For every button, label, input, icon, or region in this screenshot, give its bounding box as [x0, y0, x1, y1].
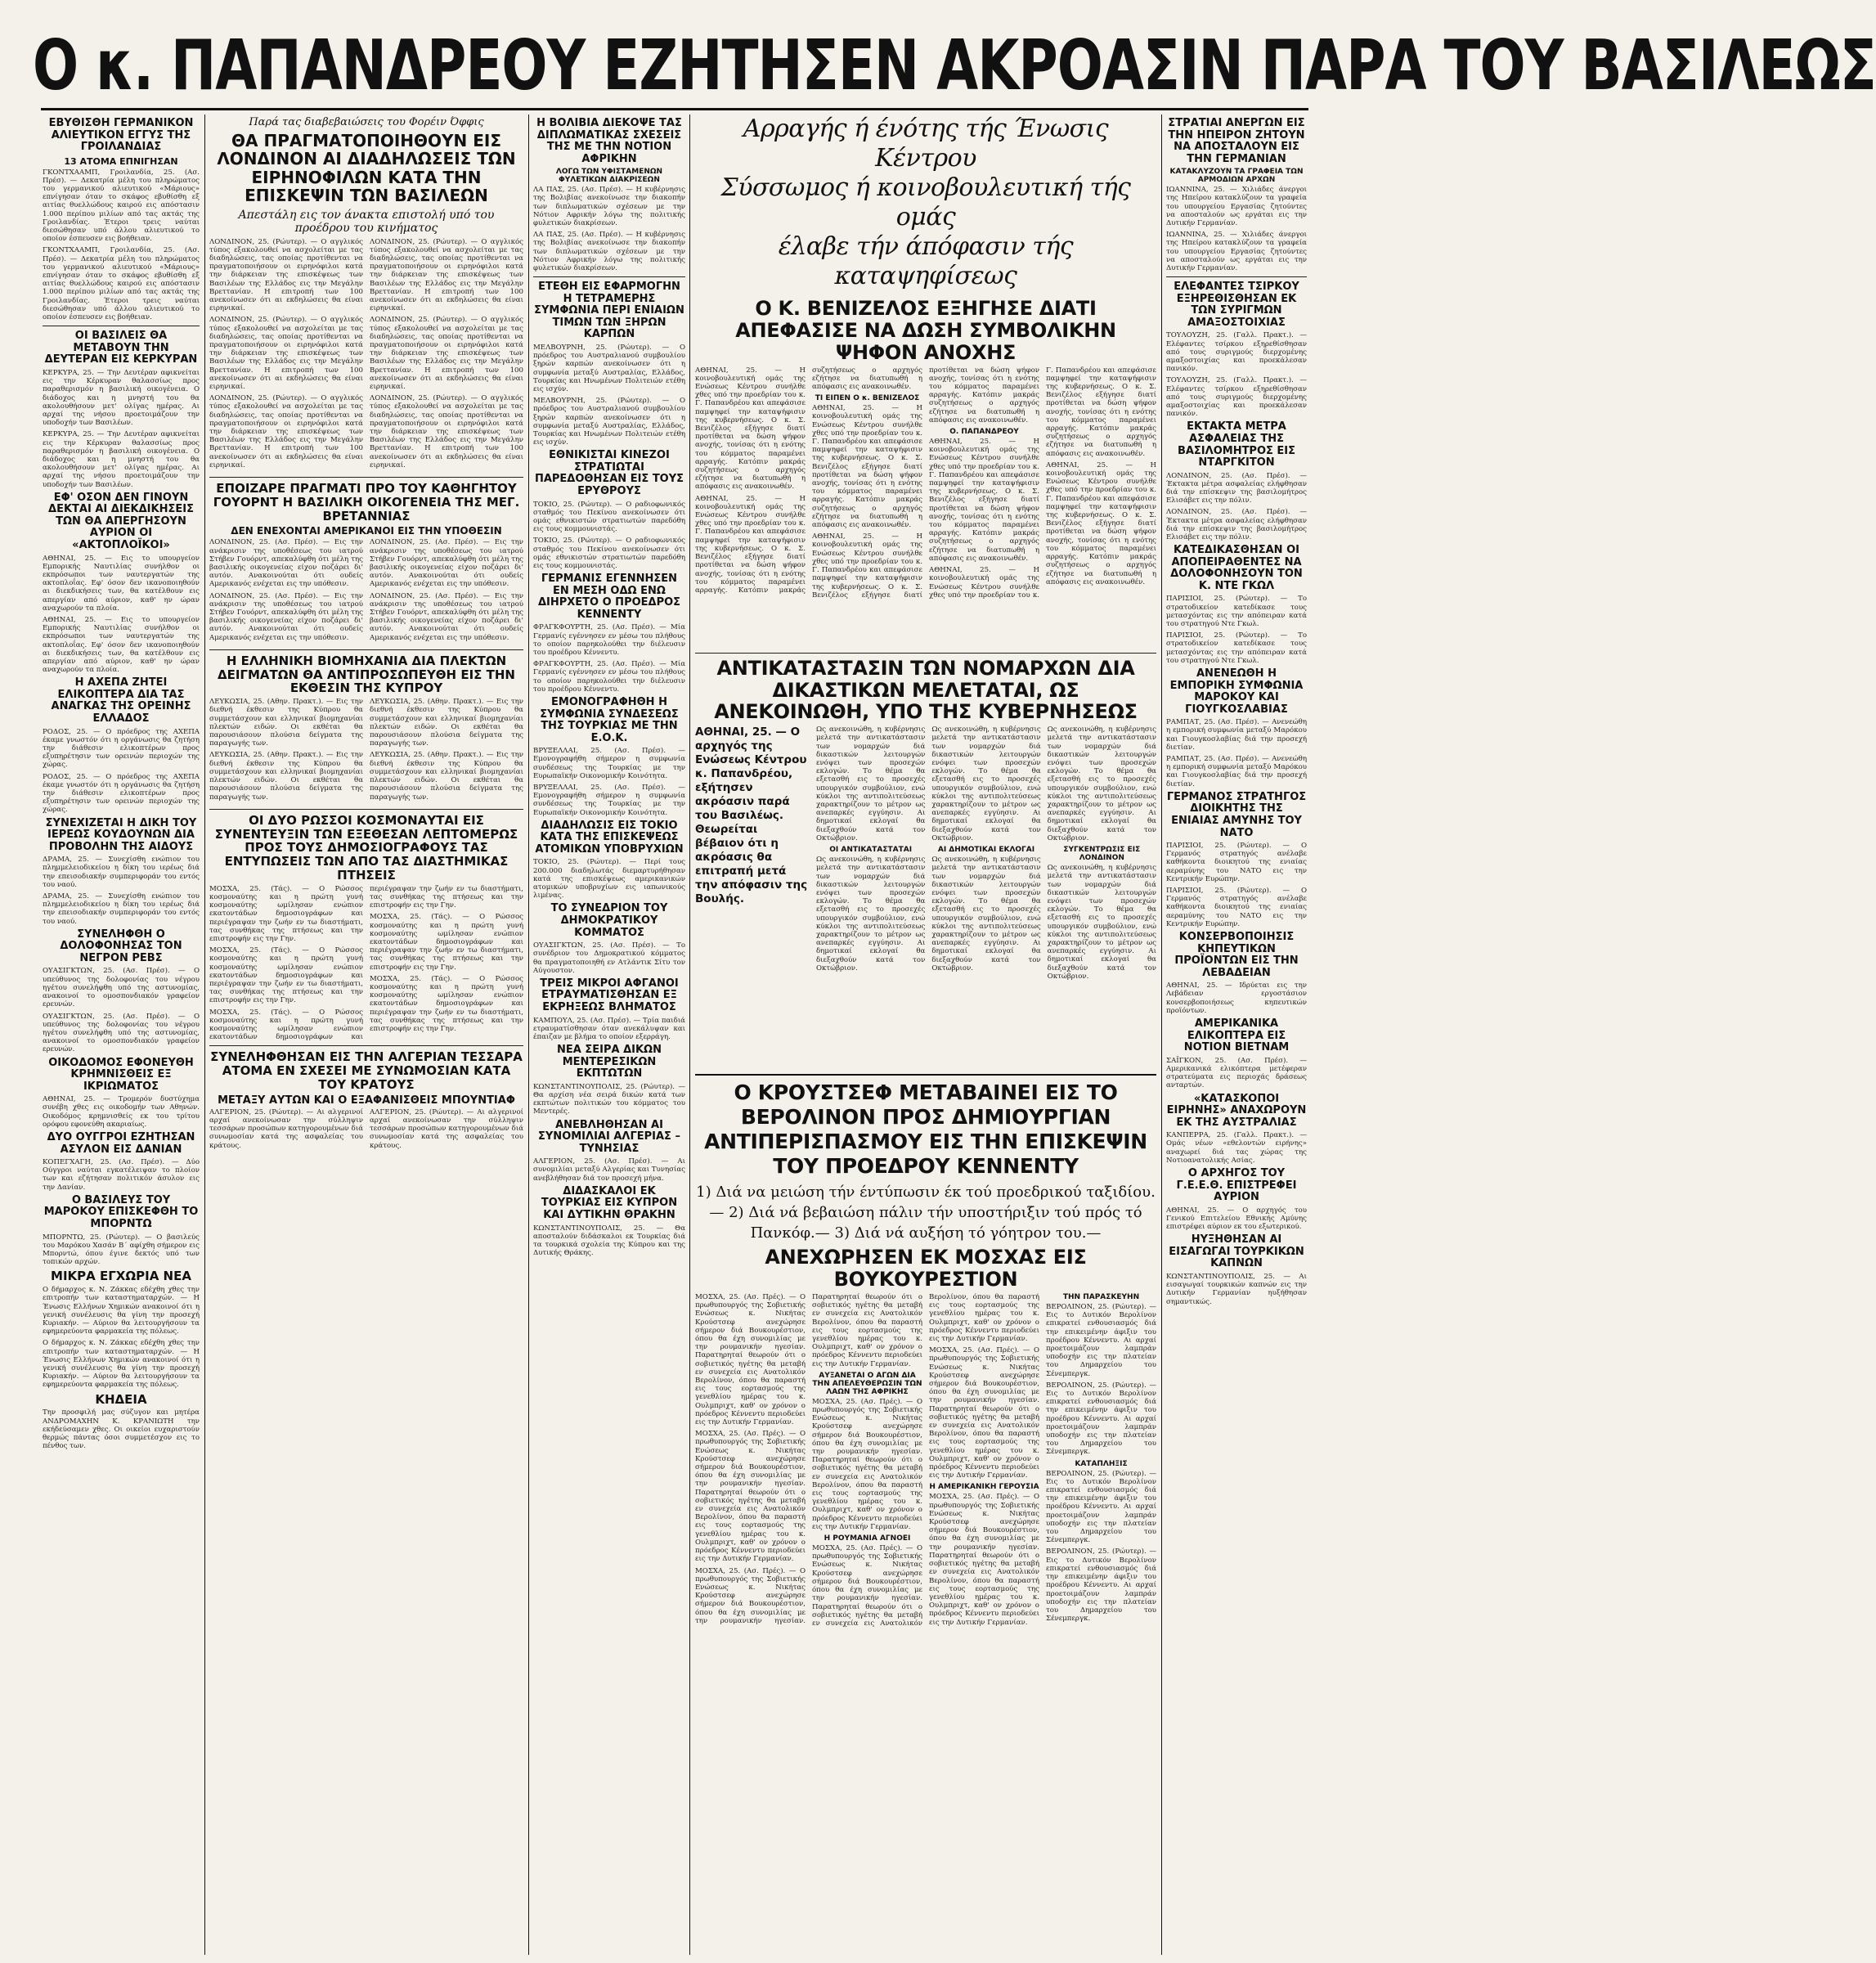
article-body: ΜΟΣΧΑ, 25. (Τάς). — Ο Ρώσσος κοσμοναύτης και η πρώτη γυνή κοσμοναύτης ωμίλησαν ενώπιον εκατοντάδων δημοσιογράφων και περιέγραψαν την ζωήν εν τω διαστήματι, τας συνθήκας της πτήσεως και την επιστροφήν εις την Γην. [370, 913, 523, 972]
article-subhead: ΛΟΓΩ ΤΩΝ ΥΦΙΣΤΑΜΕΝΩΝ ΦΥΛΕΤΙΚΩΝ ΔΙΑΚΡΙΣΕΩΝ [555, 168, 663, 185]
article-subhead: ΑΙ ΔΗΜΟΤΙΚΑΙ ΕΚΛΟΓΑΙ [937, 846, 1035, 855]
article-body: ΛΟΝΔΙΝΟΝ, 25. (Ρώυτερ). — Ο αγγλικός τύπος εξακολουθεί να ασχολείται με τας διαδηλώσεις, τας οποίας προτίθενται να πραγματοποιήσουν οι ειρηνόφιλοι κατά την διάρκειαν της επισκέψεως των Βασιλέων της Ελλάδος εις την Μεγάλην Βρεττανίαν. Η επιτροπή των 100 ανεκοίνωσεν ότι αι εκδηλώσεις θα είναι ειρηνικαί. [370, 394, 523, 469]
column-left [43, 115, 200, 1955]
article-body: ΚΕΡΚΥΡΑ, 25. — Την Δευτέραν αφικνείται εις την Κέρκυραν θαλασσίως προς παραθερισμόν η βασιλική οικογένεια. Ο διάδοχος και η μνηστή του θα ακολουθήσουν μετ' ολίγας ημέρας. Αι αρχαί της νήσου προετοιμάζουν την υποδοχήν των Βασιλέων. [43, 368, 200, 428]
article-kicker: Παρά τας διαβεβαιώσεις του Φορέιν Όφφις [249, 116, 484, 128]
section-rule [695, 1074, 1156, 1076]
article-body: ΛΟΝΔΙΝΟΝ, 25. (Ρώυτερ). — Ο αγγλικός τύπος εξακολουθεί να ασχολείται με τας διαδηλώσεις, τας οποίας προτίθενται να πραγματοποιήσουν οι ειρηνόφιλοι κατά την διάρκειαν της επισκέψεως των Βασιλέων της Ελλάδος εις την Μεγάλην Βρεττανίαν. Η επιτροπή των 100 ανεκοίνωσεν ότι αι εκδηλώσεις θα είναι ειρηνικαί. [370, 237, 523, 313]
article-subhead: ΤΗΝ ΠΑΡΑΣΚΕΥΗΝ [1062, 1293, 1140, 1301]
article-body: Ως ανεκοινώθη, η κυβέρνησις μελετά την αντικατάστασιν των νομαρχών διά δικαστικών λειτουργών ενόψει των προσεχών εκλογών. Το θέμα θα εξετασθή εις το προσεχές υπουργικόν συμβούλιον, ενώ κύκλοι της αντιπολιτεύσεως χαρακτηρίζουν το μέτρον ως ανεπαρκές εγγύησιν. Αι δημοτικαί εκλογαί θα διεξαχθούν κατά τον Οκτώβριον. [931, 725, 1041, 842]
article-separator [209, 477, 523, 478]
article-body: ΡΑΜΠΑΤ, 25. (Ασ. Πρέσ). — Ανενεώθη η εμπορική συμφωνία μεταξύ Μαρόκου και Γιουγκοσλαβίας διά την προσεχή διετίαν. [1166, 755, 1307, 788]
article-headline: ΚΟΝΣΕΡΒΟΠΟΙΗΣΙΣ ΚΗΠΕΥΤΙΚΩΝ ΠΡΟΪΟΝΤΩΝ ΕΙΣ ΤΗΝ ΛΕΒΑΔΕΙΑΝ [1174, 931, 1299, 979]
article-headline: ΟΙΚΟΔΟΜΟΣ ΕΦΟΝΕΥΘΗ ΚΡΗΜΝΙΣΘΕΙΣ ΕΞ ΙΚΡΙΩΜΑΤΟΣ [48, 1056, 194, 1093]
article-body: ΛΟΝΔΙΝΟΝ, 25. (Ρώυτερ). — Ο αγγλικός τύπος εξακολουθεί να ασχολείται με τας διαδηλώσεις, τας οποίας προτίθενται να πραγματοποιήσουν οι ειρηνόφιλοι κατά την διάρκειαν της επισκέψεως των Βασιλέων της Ελλάδος εις την Μεγάλην Βρεττανίαν. Η επιτροπή των 100 ανεκοίνωσεν ότι αι εκδηλώσεις θα είναι ειρηνικαί. [209, 237, 363, 313]
article-headline: ΔΙΑΔΗΛΩΣΙΣ ΕΙΣ ΤΟΚΙΟ ΚΑΤΑ ΤΗΣ ΕΠΙΣΚΕΨΕΩΣ ΑΤΟΜΙΚΩΝ ΥΠΟΒΡΥΧΙΩΝ [535, 819, 684, 856]
article-headline: ΣΥΝΕΛΗΦΘΗΣΑΝ ΕΙΣ ΤΗΝ ΑΛΓΕΡΙΑΝ ΤΕΣΣΑΡΑ ΑΤΟΜΑ ΕΝ ΣΧΕΣΕΙ ΜΕ ΣΥΝΩΜΟΣΙΑΝ ΚΑΤΑ ΤΟΥ ΚΡΑΤΟΥΣ [210, 1049, 523, 1092]
article-subhead: ΣΥΓΚΕΝΤΡΩΣΙΣ ΕΙΣ ΛΟΝΔΙΝΟΝ [1063, 846, 1141, 863]
article-separator [209, 649, 523, 650]
article-headline: ΗΥΞΗΘΗΣΑΝ ΑΙ ΕΙΣΑΓΩΓΑΙ ΤΟΥΡΚΙΚΩΝ ΚΑΠΝΩΝ [1169, 1233, 1304, 1270]
center-title-line: Αρραγής ή ένότης τής Ένωσις Κέντρου [743, 115, 1109, 173]
article-body: ΜΟΣΧΑ, 25. (Τάς). — Ο Ρώσσος κοσμοναύτης και η πρώτη γυνή κοσμοναύτης ωμίλησαν ενώπιον εκατοντάδων δημοσιογράφων και περιέγραψαν την ζωήν εν τω διαστήματι, τας συνθήκας της πτήσεως και την επιστροφήν εις την Γην. [209, 946, 363, 1005]
article-body: ΒΕΡΟΛΙΝΟΝ, 25. (Ρώυτερ). — Εις το Δυτικόν Βερολίνον επικρατεί ενθουσιασμός διά την επικειμένην άφιξιν του προέδρου Κέννεντυ. Αι αρχαί προετοιμάζουν λαμπράν υποδοχήν εις την πλατείαν του Δημαρχείου του Σένεμπεργκ. [1046, 1303, 1156, 1378]
article-body: ΛΑ ΠΑΣ, 25. (Ασ. Πρέσ). — Η κυβέρνησις της Βολιβίας ανεκοίνωσε την διακοπήν των διπλωματικών σχέσεων με την Νότιον Αφρικήν λόγω της πολιτικής φυλετικών διακρίσεων. [533, 186, 685, 227]
article-body: ΠΑΡΙΣΙΟΙ, 25. (Ρώυτερ). — Ο Γερμανός στρατηγός ανέλαβε καθήκοντα διοικητού της ενιαίας αεραμύνης του ΝΑΤΟ εις την Κεντρικήν Ευρώπην. [1166, 842, 1307, 883]
article-body: ΒΡΥΞΕΛΛΑΙ, 25. (Ασ. Πρέσ). — Εμονογραφήθη σήμερον η συμφωνία συνδέσεως της Τουρκίας με την Ευρωπαϊκήν Οικονομικήν Κοινότητα. [533, 784, 685, 817]
article-headline: ΕΛΕΦΑΝΤΕΣ ΤΣΙΡΚΟΥ ΕΞΗΡΕΘΙΣΘΗΣΑΝ ΕΚ ΤΩΝ ΣΥΡΙΓΜΩΝ ΑΜΑΞΟΣΤΟΙΧΙΑΣ [1174, 281, 1299, 329]
article-body: ΒΡΥΞΕΛΛΑΙ, 25. (Ασ. Πρέσ). — Εμονογραφήθη σήμερον η συμφωνία συνδέσεως της Τουρκίας με την Ευρωπαϊκήν Οικονομικήν Κοινότητα. [533, 747, 685, 780]
article-body: ΒΕΡΟΛΙΝΟΝ, 25. (Ρώυτερ). — Εις το Δυτικόν Βερολίνον επικρατεί ενθουσιασμός διά την επικειμένην άφιξιν του προέδρου Κέννεντυ. Αι αρχαί προετοιμάζουν λαμπράν υποδοχήν εις την πλατείαν του Δημαρχείου του Σένεμπεργκ. [1046, 1469, 1156, 1545]
article-headline: ΚΗΔΕΙΑ [95, 1391, 147, 1407]
article-headline: Η ΒΟΛΙΒΙΑ ΔΙΕΚΟΨΕ ΤΑΣ ΔΙΠΛΩΜΑΤΙΚΑΣ ΣΧΕΣΕΙΣ ΤΗΣ ΜΕ ΤΗΝ ΝΟΤΙΟΝ ΑΦΡΙΚΗΝ [536, 117, 682, 165]
article-body: Ως ανεκοινώθη, η κυβέρνησις μελετά την αντικατάστασιν των νομαρχών διά δικαστικών λειτουργών ενόψει των προσεχών εκλογών. Το θέμα θα εξετασθή εις το προσεχές υπουργικόν συμβούλιον, ενώ κύκλοι της αντιπολιτεύσεως χαρακτηρίζουν το μέτρον ως ανεπαρκές εγγύησιν. Αι δημοτικαί εκλογαί θα διεξαχθούν κατά τον Οκτώβριον. [1047, 864, 1156, 981]
article-body: ΡΑΜΠΑΤ, 25. (Ασ. Πρέσ). — Ανενεώθη η εμπορική συμφωνία μεταξύ Μαρόκου και Γιουγκοσλαβίας διά την προσεχή διετίαν. [1166, 718, 1307, 752]
center-title-line: έλαβε τήν άπόφασιν τής καταψηφίσεως [778, 232, 1074, 290]
article-body: Ως ανεκοινώθη, η κυβέρνησις μελετά την αντικατάστασιν των νομαρχών διά δικαστικών λειτουργών ενόψει των προσεχών εκλογών. Το θέμα θα εξετασθή εις το προσεχές υπουργικόν συμβούλιον, ενώ κύκλοι της αντιπολιτεύσεως χαρακτηρίζουν το μέτρον ως ανεπαρκές εγγύησιν. Αι δημοτικαί εκλογαί θα διεξαχθούν κατά τον Οκτώβριον. [816, 856, 926, 973]
article-subhead: ΜΕΤΑΞΥ ΑΥΤΩΝ ΚΑΙ Ο ΕΞΑΦΑΝΙΣΘΕΙΣ ΜΠΟΥΝΤΙΑΦ [218, 1094, 515, 1107]
article-body: ΚΟΠΕΓΧΑΓΗ, 25. (Ασ. Πρέσ). — Δύο Ούγγροι ναύται εγκατέλειψαν το πλοίον των και εζήτησαν πολιτικόν άσυλον εις την Δανίαν. [43, 1158, 200, 1192]
article-body: ΛΟΝΔΙΝΟΝ, 25. (Ασ. Πρέσ). — Έκτακτα μέτρα ασφαλείας ελήφθησαν διά την επίσκεψιν της βασιλομήτρος Ελισάβετ εις την πόλιν. [1166, 471, 1307, 505]
article-deck: 1) Διά να μειώση τήν έντύπωσιν έκ τού προεδρικού ταξιδίου.— 2) Διά νά βεβαιώση πάλιν τήν υποστήριξιν τού πρός τό Πανκόφ.— 3) Διά νά αυξήση τό γόητρον του.— [696, 1184, 1156, 1242]
article-headline: Η ΑΧΕΠΑ ΖΗΤΕΙ ΕΛΙΚΟΠΤΕΡΑ ΔΙΑ ΤΑΣ ΑΝΑΓΚΑΣ ΤΗΣ ΟΡΕΙΝΗΣ ΕΛΛΑΔΟΣ [51, 676, 191, 725]
article-body: ΚΩΝΣΤΑΝΤΙΝΟΥΠΟΛΙΣ, 25. — Θα αποσταλούν διδάσκαλοι εκ Τουρκίας διά τα τουρκικά σχολεία της Κύπρου και της Δυτικής Θράκης. [533, 1224, 685, 1258]
article-body: ΚΩΝΣΤΑΝΤΙΝΟΥΠΟΛΙΣ, 25. — Αι εισαγωγαί τουρκικών καπνών εις την Δυτικήν Γερμανίαν ηυξήθησαν σημαντικώς. [1166, 1272, 1307, 1306]
article-body: ΜΕΛΒΟΥΡΝΗ, 25. (Ρώυτερ). — Ο πρόεδρος του Αυστραλιανού συμβουλίου ξηρών καρπών ανεκοίνωσεν ότι η συμφωνία μεταξύ Αυστραλίας, Ελλάδος, Τουρκίας και Ηνωμένων Πολιτειών ετέθη εις ισχύν. [533, 343, 685, 393]
column-third [533, 115, 685, 1955]
article-body: ΛΟΝΔΙΝΟΝ, 25. (Ασ. Πρέσ). — Εις την ανάκρισιν της υποθέσεως του ιατρού Στήβεν Γουόρντ, απεκαλύφθη ότι μέλη της βασιλικής οικογενείας είχον ποζάρει δι' αυτόν. Ανακοινούται ότι ουδείς Αμερικανός ενέχεται εις την υπόθεσιν. [209, 591, 363, 642]
article-body: ΦΡΑΓΚΦΟΥΡΤΗ, 25. (Ασ. Πρέσ). — Μία Γερμανίς εγέννησεν εν μέσω του πλήθους το οποίον παρηκολούθει την διέλευσιν του προέδρου Κέννεντυ. [533, 623, 685, 657]
article-body: ΑΘΗΝΑΙ, 25. — Η κοινοβουλευτική ομάς της Ενώσεως Κέντρου συνήλθε χθες υπό την προεδρίαν του κ. Γ. Παπανδρέου και απεφάσισε παμψηφεί την καταψήφισιν της κυβερνήσεως. Ο κ. Σ. Βενιζέλος εξήγησε διατί προτίθεται να δώση ψήφον ανοχής, τονίσας ότι η ενότης του κόμματος παραμένει αρραγής. Κατόπιν μακράς συζητήσεως ο αρχηγός εζήτησε να διατυπωθή η απόφασις εις ανακοινωθέν. [695, 366, 922, 595]
article-headline: Ο ΑΡΧΗΓΟΣ ΤΟΥ Γ.Ε.Ε.Θ. ΕΠΙΣΤΡΕΦΕΙ ΑΥΡΙΟΝ [1176, 1167, 1297, 1204]
article-headline: ΓΕΡΜΑΝΙΣ ΕΓΕΝΝΗΣΕΝ ΕΝ ΜΕΣΗ ΟΔΩ ΕΝΩ ΔΙΗΡΧΕΤΟ Ο ΠΡΟΕΔΡΟΣ ΚΕΝΝΕΝΤΥ [537, 573, 681, 621]
article-body: ΔΡΑΜΑ, 25. — Συνεχίσθη ενώπιον του πλημμελειοδικείου η δίκη του ιερέως διά την επεισοδιακήν συμπεριφοράν του εντός του ναού. [43, 892, 200, 926]
article-headline: ΝΕΑ ΣΕΙΡΑ ΔΙΚΩΝ ΜΕΝΤΕΡΕΣΙΚΩΝ ΕΚΠΤΩΤΩΝ [557, 1044, 662, 1080]
article-body: ΑΘΗΝΑΙ, 25. — Η κοινοβουλευτική ομάς της Ενώσεως Κέντρου συνήλθε χθες υπό την προεδρίαν του κ. Γ. Παπανδρέου και απεφάσισε παμψηφεί την καταψήφισιν της κυβερνήσεως. Ο κ. Σ. Βενιζέλος εξήγησε διατί προτίθεται να δώση ψήφον ανοχής, τονίσας ότι η ενότης του κόμματος παραμένει αρραγής. Κατόπιν μακράς συζητήσεως ο αρχηγός εζήτησε να διατυπωθή η απόφασις εις ανακοινωθέν. [812, 404, 922, 530]
article-headline: ΕΤΕΘΗ ΕΙΣ ΕΦΑΡΜΟΓΗΝ Η ΤΕΤΡΑΜΕΡΗΣ ΣΥΜΦΩΝΙΑ ΠΕΡΙ ΕΝΙΑΙΩΝ ΤΙΜΩΝ ΤΩΝ ΞΗΡΩΝ ΚΑΡΠΩΝ [534, 281, 684, 341]
article-headline: ΘΑ ΠΡΑΓΜΑΤΟΠΟΙΗΘΟΥΝ ΕΙΣ ΛΟΝΔΙΝΟΝ ΑΙ ΔΙΑΔΗΛΩΣΕΙΣ ΤΩΝ ΕΙΡΗΝΟΦΙΛΩΝ ΚΑΤΑ ΤΗΝ ΕΠΙΣΚΕΨΙΝ ΤΩΝ ΒΑΣΙΛΕΩΝ [217, 131, 516, 206]
article-body: Ο δήμαρχος κ. Ν. Ζάκκας εδέχθη χθες την επιτροπήν των καταστηματαρχών. — Η Ένωσις Ελλήνων Χημικών ανακοινοί ότι η γενική συνέλευσις θα γίνη την προσεχή Κυριακήν. — Αύριον θα λειτουργήσουν τα εφημερεύοντα φαρμακεία της πόλεως. [43, 1339, 200, 1390]
column-divider [1161, 115, 1162, 1955]
article-body: ΑΘΗΝΑΙ, 25. — Η κοινοβουλευτική ομάς της Ενώσεως Κέντρου συνήλθε χθες υπό την προεδρίαν του κ. Γ. Παπανδρέου και απεφάσισε παμψηφεί την καταψήφισιν της κυβερνήσεως. Ο κ. Σ. Βενιζέλος εξήγησε διατί προτίθεται να δώση ψήφον ανοχής, τονίσας ότι η ενότης του κόμματος παραμένει αρραγής. Κατόπιν μακράς συζητήσεως ο αρχηγός εζήτησε να διατυπωθή η απόφασις εις ανακοινωθέν. [812, 366, 1039, 600]
article-separator [695, 653, 1156, 654]
article-body: ΤΟΥΛΟΥΖΗ, 25. (Γαλλ. Πρακτ.). — Ελέφαντες τσίρκου εξηρεθίσθησαν από τους συριγμούς διερχομένης αμαξοστοιχίας και προεκάλεσαν πανικόν. [1166, 331, 1307, 374]
article-body: Την προσφιλή μας σύζυγον και μητέρα ΑΝΔΡΟΜΑΧΗΝ Κ. ΚΡΑΝΙΩΤΗ την εκήδεύσαμεν χθες. Οι οικείοι ευχαριστούν θερμώς πάντας όσοι συμμετέσχον εις το πένθος των. [43, 1408, 200, 1451]
article-body: ΜΟΣΧΑ, 25. (Τάς). — Ο Ρώσσος κοσμοναύτης και η πρώτη γυνή κοσμοναύτης ωμίλησαν ενώπιον εκατοντάδων δημοσιογράφων και περιέγραψαν την ζωήν εν τω διαστήματι, τας συνθήκας της πτήσεως και την επιστροφήν εις την Γην. [209, 884, 523, 1042]
article-body: ΟΥΑΣΙΓΚΤΩΝ, 25. (Ασ. Πρέσ). — Ο υπεύθυνος της δολοφονίας του νέγρου ηγέτου συνελήφθη υπό της αστυνομίας, ανακοινοί το ομοσπονδιακόν γραφείον ερευνών. [43, 1012, 200, 1054]
article-body: ΤΟΚΙΟ, 25. (Ρώυτερ). — Ο ραδιοφωνικός σταθμός του Πεκίνου ανεκοίνωσεν ότι ομάς εθνικιστών στρατιωτών παρεδόθη εις τους κομμουνιστάς. [533, 500, 685, 534]
article-headline: ΜΙΚΡΑ ΕΓΧΩΡΙΑ ΝΕΑ [51, 1269, 191, 1284]
article-body: ΜΠΟΡΝΤΩ, 25. (Ρώυτερ). — Ο βασιλεύς του Μαρόκου Χασάν Β΄ αφίχθη σήμερον εις Μπορντώ, όπου έγινε δεκτός υπό των τοπικών αρχών. [43, 1233, 200, 1267]
article-subhead: ΟΙ ΑΝΤΙΚΑΤΑΣΤΑΤΑΙ [829, 846, 913, 855]
article-headline: ΑΝΕΝΕΩΘΗ Η ΕΜΠΟΡΙΚΗ ΣΥΜΦΩΝΙΑ ΜΑΡΟΚΟΥ ΚΑΙ ΓΙΟΥΓΚΟΣΛΑΒΙΑΣ [1169, 667, 1304, 716]
article-body: ΛΕΥΚΩΣΙΑ, 25. (Αθην. Πρακτ.). — Εις την διεθνή έκθεσιν της Κύπρου θα συμμετάσχουν και ελληνικαί βιομηχανίαι πλεκτών ειδών. Οι εκθέται θα παρουσιάσουν πλούσια δείγματα της παραγωγής των. [370, 698, 523, 748]
article-body: ΙΩΑΝΝΙΝΑ, 25. — Χιλιάδες άνεργοι της Ηπείρου κατακλύζουν τα γραφεία του υπουργείου Εργασίας ζητούντες να αποσταλούν ως εργάται εις την Δυτικήν Γερμανίαν. [1166, 231, 1307, 273]
column-center [695, 115, 1156, 1955]
article-separator [209, 1045, 523, 1046]
article-subhead: ΚΑΤΑΠΛΗΞΙΣ [1075, 1459, 1128, 1468]
center-title-line: Σύσσωμος ή κοινοβουλευτική τής ομάς [720, 173, 1131, 231]
article-body: ΑΘΗΝΑΙ, 25. — Ο αρχηγός του Γενικού Επιτελείου Εθνικής Αμύνης επιστρέφει αύριον εκ του εξωτερικού. [1166, 1206, 1307, 1232]
article-body: ΑΘΗΝΑΙ, 25. — Τρομερόν δυστύχημα συνέβη χθες εις οικοδομήν των Αθηνών. Οικοδόμος κρημνισθείς εκ του τρίτου ορόφου εφονεύθη ακαριαίως. [43, 1095, 200, 1129]
article-body: ΚΑΝΠΕΡΡΑ, 25. (Γαλλ. Πρακτ.). — Ομάς νέων «εθελοντών ειρήνης» αναχωρεί διά τας χώρας της Νοτιοανατολικής Ασίας. [1166, 1131, 1307, 1165]
article-body: ΠΑΡΙΣΙΟΙ, 25. (Ρώυτερ). — Ο Γερμανός στρατηγός ανέλαβε καθήκοντα διοικητού της ενιαίας αεραμύνης του ΝΑΤΟ εις την Κεντρικήν Ευρώπην. [1166, 887, 1307, 928]
article-body: ΛΟΝΔΙΝΟΝ, 25. (Ρώυτερ). — Ο αγγλικός τύπος εξακολουθεί να ασχολείται με τας διαδηλώσεις, τας οποίας προτίθενται να πραγματοποιήσουν οι ειρηνόφιλοι κατά την διάρκειαν της επισκέψεως των Βασιλέων της Ελλάδος εις την Μεγάλην Βρεττανίαν. Η επιτροπή των 100 ανεκοίνωσεν ότι αι εκδηλώσεις θα είναι ειρηνικαί. [209, 316, 363, 392]
article-headline: ΑΝΕΒΛΗΘΗΣΑΝ ΑΙ ΣΥΝΟΜΙΛΙΑΙ ΑΛΓΕΡΙΑΣ – ΤΥΝΗΣΙΑΣ [538, 1118, 680, 1155]
article-subhead: 13 ΑΤΟΜΑ ΕΠΝΙΓΗΣΑΝ [64, 155, 178, 167]
article-headline: ΟΙ ΔΥΟ ΡΩΣΣΟΙ ΚΟΣΜΟΝΑΥΤΑΙ ΕΙΣ ΣΥΝΕΝΤΕΥΞΙΝ ΤΩΝ ΕΞΕΘΕΣΑΝ ΛΕΠΤΟΜΕΡΩΣ ΠΡΟΣ ΤΟΥΣ ΔΗΜΟΣΙΟΓΡΑΦΟΥΣ ΤΑΣ ΕΝΤΥΠΩΣΕΙΣ ΤΩΝ ΑΠΟ ΤΑΣ ΔΙΑΣΤΗΜΙΚΑΣ ΠΤΗΣΕΙΣ [214, 812, 518, 883]
article-body: ΔΡΑΜΑ, 25. — Συνεχίσθη ενώπιον του πλημμελειοδικείου η δίκη του ιερέως διά την επεισοδιακήν συμπεριφοράν του εντός του ναού. [43, 856, 200, 889]
article-body: ΑΘΗΝΑΙ, 25. — Ιδρύεται εις την Λεβάδειαν εργοστάσιον κονσερβοποιήσεως κηπευτικών προϊόντων. [1166, 982, 1307, 1015]
article-body: ΠΑΡΙΣΙΟΙ, 25. (Ρώυτερ). — Το στρατοδικείον κατεδίκασε τους μετασχόντας εις την απόπειραν κατά του στρατηγού Ντε Γκωλ. [1166, 631, 1307, 665]
article-body: ΚΩΝΣΤΑΝΤΙΝΟΥΠΟΛΙΣ, 25. (Ρώυτερ). — Θα αρχίση νέα σειρά δικών κατά των εκπτώτων πολιτικών του κόμματος του Μεντερές. [533, 1082, 685, 1116]
article-body: ΛΟΝΔΙΝΟΝ, 25. (Ασ. Πρέσ). — Έκτακτα μέτρα ασφαλείας ελήφθησαν διά την επίσκεψιν της βασιλομήτρος Ελισάβετ εις την πόλιν. [1166, 508, 1307, 542]
article-headline: Ο ΚΡΟΥΣΤΣΕΦ ΜΕΤΑΒΑΙΝΕΙ ΕΙΣ ΤΟ ΒΕΡΟΛΙΝΟΝ ΠΡΟΣ ΔΗΜΙΟΥΡΓΙΑΝ ΑΝΤΙΠΕΡΙΣΠΑΣΜΟΥ ΕΙΣ ΤΗΝ ΕΠΙΣΚΕΨΙΝ ΤΟΥ ΠΡΟΕΔΡΟΥ ΚΕΝΝΕΝΤΥ [704, 1080, 1147, 1179]
article-body: ΡΟΔΟΣ, 25. — Ο πρόεδρος της ΑΧΕΠΑ έκαμε γνωστόν ότι η οργάνωσις θα ζητήση την διάθεσιν ελικοπτέρων προς εξυπηρέτησιν των ορεινών περιοχών της χώρας. [43, 727, 200, 770]
article-headline: ΕΦ' ΟΣΟΝ ΔΕΝ ΓΙΝΟΥΝ ΔΕΚΤΑΙ ΑΙ ΔΙΕΚΔΙΚΗΣΕΙΣ ΤΩΝ ΘΑ ΑΠΕΡΓΗΣΟΥΝ ΑΥΡΙΟΝ ΟΙ «ΑΚΤΟΠΛΟΪΚΟΙ» [48, 491, 194, 551]
article-body: ΒΕΡΟΛΙΝΟΝ, 25. (Ρώυτερ). — Εις το Δυτικόν Βερολίνον επικρατεί ενθουσιασμός διά την επικειμένην άφιξιν του προέδρου Κέννεντυ. Αι αρχαί προετοιμάζουν λαμπράν υποδοχήν εις την πλατείαν του Δημαρχείου του Σένεμπεργκ. [1046, 1547, 1156, 1624]
masthead-headline: Ο κ. ΠΑΠΑΝΔΡΕΟΥ ΕΖΗΤΗΣΕΝ ΑΚΡΟΑΣΙΝ ΠΑΡΑ ΤΟΥ ΒΑΣΙΛΕΩΣ [33, 25, 1876, 106]
article-headline: ΕΚΤΑΚΤΑ ΜΕΤΡΑ ΑΣΦΑΛΕΙΑΣ ΤΗΣ ΒΑΣΙΛΟΜΗΤΡΟΣ ΕΙΣ ΝΤΑΡΓΚΙΤΟΝ [1177, 420, 1296, 469]
article-headline: ΚΑΤΕΔΙΚΑΣΘΗΣΑΝ ΟΙ ΑΠΟΠΕΙΡΑΘΕΝΤΕΣ ΝΑ ΔΟΛΟΦΟΝΗΣΟΥΝ ΤΟΝ Κ. ΝΤΕ ΓΚΩΛ [1170, 544, 1303, 592]
article-body: ΙΩΑΝΝΙΝΑ, 25. — Χιλιάδες άνεργοι της Ηπείρου κατακλύζουν τα γραφεία του υπουργείου Εργασίας ζητούντες να αποσταλούν ως εργάται εις την Δυτικήν Γερμανίαν. [1166, 186, 1307, 227]
column-right [1166, 115, 1307, 1955]
article-separator [1166, 276, 1307, 277]
article-body: ΑΘΗΝΑΙ, 25. — Εις το υπουργείον Εμπορικής Ναυτιλίας συνήλθον οι εκπρόσωποι των ναυτεργατών της ακτοπλοΐας. Εφ' όσον δεν ικανοποιηθούν αι διεκδικήσεις των, θα κατέλθουν εις απεργίαν από αύριον, καθ' ην ώραν αναχωρούν τα πλοία. [43, 615, 200, 675]
article-headline: ΔΙΔΑΣΚΑΛΟΙ ΕΚ ΤΟΥΡΚΙΑΣ ΕΙΣ ΚΥΠΡΟΝ ΚΑΙ ΔΥΤΙΚΗΝ ΘΡΑΚΗΝ [541, 1184, 678, 1221]
article-body: ΛΑ ΠΑΣ, 25. (Ασ. Πρέσ). — Η κυβέρνησις της Βολιβίας ανεκοίνωσε την διακοπήν των διπλωματικών σχέσεων με την Νότιον Αφρικήν λόγω της πολιτικής φυλετικών διακρίσεων. [533, 231, 685, 273]
article-headline: ΣΥΝΕΛΗΦΘΗ Ο ΔΟΛΟΦΟΝΗΣΑΣ ΤΟΝ ΝΕΓΡΟΝ ΡΕΒΣ [60, 928, 182, 964]
article-body: ΑΛΓΕΡΙΟΝ, 25. (Ασ. Πρέσ). — Αι συνομιλίαι μεταξύ Αλγερίας και Τυνησίας ανεβλήθησαν διά τον προσεχή μήνα. [533, 1157, 685, 1183]
article-body: ΑΘΗΝΑΙ, 25. — Εις το υπουργείον Εμπορικής Ναυτιλίας συνήλθον οι εκπρόσωποι των ναυτεργατών της ακτοπλοΐας. Εφ' όσον δεν ικανοποιηθούν αι διεκδικήσεις των, θα κατέλθουν εις απεργίαν από αύριον, καθ' ην ώραν αναχωρούν τα πλοία. [43, 554, 200, 613]
article-subhead: ΑΝΕΧΩΡΗΣΕΝ ΕΚ ΜΟΣΧΑΣ ΕΙΣ ΒΟΥΚΟΥΡΕΣΤΙΟΝ [765, 1246, 1087, 1291]
article-body: ΤΟΥΛΟΥΖΗ, 25. (Γαλλ. Πρακτ.). — Ελέφαντες τσίρκου εξηρεθίσθησαν από τους συριγμούς διερχομένης αμαξοστοιχίας και προεκάλεσαν πανικόν. [1166, 376, 1307, 419]
article-headline: ΤΟ ΣΥΝΕΔΡΙΟΝ ΤΟΥ ΔΗΜΟΚΡΑΤΙΚΟΥ ΚΟΜΜΑΤΟΣ [550, 902, 668, 939]
article-subhead: ΑΥΞΑΝΕΤΑΙ Ο ΑΓΩΝ ΔΙΑ ΤΗΝ ΑΠΕΛΕΥΘΕΡΩΣΙΝ ΤΩΝ ΛΑΩΝ ΤΗΣ ΑΦΡΙΚΗΣ [812, 1371, 922, 1396]
article-body: ΛΕΥΚΩΣΙΑ, 25. (Αθην. Πρακτ.). — Εις την διεθνή έκθεσιν της Κύπρου θα συμμετάσχουν και ελληνικαί βιομηχανίαι πλεκτών ειδών. Οι εκθέται θα παρουσιάσουν πλούσια δείγματα της παραγωγής των. [370, 751, 523, 802]
article-headline: ΕΘΝΙΚΙΣΤΑΙ ΚΙΝΕΖΟΙ ΣΤΡΑΤΙΩΤΑΙ ΠΑΡΕΔΟΘΗΣΑΝ ΕΙΣ ΤΟΥΣ ΕΡΥΘΡΟΥΣ [534, 449, 684, 498]
article-body: ΜΟΣΧΑ, 25. (Ασ. Πρές). — Ο πρωθυπουργός της Σοβιετικής Ενώσεως κ. Νικήτας Κρούστσεφ ανεχώρησε σήμερον διά Βουκουρέστιον, όπου θα έχη συνομιλίας με την ρουμανικήν ηγεσίαν. Παρατηρηταί θεωρούν ότι ο σοβιετικός ηγέτης θα μεταβή εν συνεχεία εις Ανατολικόν Βερολίνον, όπου θα παραστή εις τους εορτασμούς της γενεθλίου ημέρας του κ. Ουλμπριχτ, καθ' ον χρόνον ο πρόεδρος Κέννεντυ περιοδεύει εις την Δυτικήν Γερμανίαν. [929, 1493, 1039, 1627]
article-lead: ΑΘΗΝΑΙ, 25. — Ο αρχηγός της Ενώσεως Κέντρου κ. Παπανδρέου, εξήτησεν ακρόασιν παρά του Βασιλέως. Θεωρείται βέβαιον ότι η ακρόασις θα επιτραπή μετά την απόφασιν της Βουλής. [695, 725, 808, 906]
article-body: ΡΟΔΟΣ, 25. — Ο πρόεδρος της ΑΧΕΠΑ έκαμε γνωστόν ότι η οργάνωσις θα ζητήση την διάθεσιν ελικοπτέρων προς εξυπηρέτησιν των ορεινών περιοχών της χώρας. [43, 772, 200, 815]
article-body: ΦΡΑΓΚΦΟΥΡΤΗ, 25. (Ασ. Πρέσ). — Μία Γερμανίς εγέννησεν εν μέσω του πλήθους το οποίον παρηκολούθει την διέλευσιν του προέδρου Κέννεντυ. [533, 660, 685, 694]
article-body: ΛΕΥΚΩΣΙΑ, 25. (Αθην. Πρακτ.). — Εις την διεθνή έκθεσιν της Κύπρου θα συμμετάσχουν και ελληνικαί βιομηχανίαι πλεκτών ειδών. Οι εκθέται θα παρουσιάσουν πλούσια δείγματα της παραγωγής των. [209, 751, 363, 802]
article-headline: ΤΡΕΙΣ ΜΙΚΡΟΙ ΑΦΓΑΝΟΙ ΕΤΡΑΥΜΑΤΙΣΘΗΣΑΝ ΕΞ ΕΚΡΗΞΕΩΣ ΒΛΗΜΑΤΟΣ [540, 977, 679, 1014]
article-deck: Απεστάλη εις τον άνακτα επιστολή υπό του προέδρου του κινήματος [238, 208, 495, 235]
article-headline: Ο ΒΑΣΙΛΕΥΣ ΤΟΥ ΜΑΡΟΚΟΥ ΕΠΙΣΚΕΦΘΗ ΤΟ ΜΠΟΡΝΤΩ [43, 1193, 199, 1230]
article-body: ΑΘΗΝΑΙ, 25. — Η κοινοβουλευτική ομάς της Ενώσεως Κέντρου συνήλθε χθες υπό την προεδρίαν του κ. Γ. Παπανδρέου και απεφάσισε παμψηφεί την καταψήφισιν της κυβερνήσεως. Ο κ. Σ. Βενιζέλος εξήγησε διατί προτίθεται να δώση ψήφον ανοχής, τονίσας ότι η ενότης του κόμματος παραμένει αρραγής. Κατόπιν μακράς συζητήσεως ο αρχηγός εζήτησε να διατυπωθή η απόφασις εις ανακοινωθέν. [695, 366, 806, 492]
article-body: ΓΚΟΝΤΧΑΑΜΠ, Γροιλανδία, 25. (Ασ. Πρέσ). — Δεκατρία μέλη του πληρώματος του γερμανικού αλιευτικού «Μάριους» επνίγησαν όταν το σκάφος εβυθίσθη εξ αιτίας θυελλώδους καιρού εις απόστασιν 1.000 περίπου μιλίων από τας ακτάς της Γροιλανδίας. Έτεροι τρεις ναύται διεσώθησαν υπό άλλου αλιευτικού το οποίον έσπευσεν εις βοήθειαν. [43, 168, 200, 244]
article-subhead: ΤΙ ΕΙΠΕΝ Ο κ. ΒΕΝΙΖΕΛΟΣ [815, 394, 920, 403]
article-body: ΜΟΣΧΑ, 25. (Ασ. Πρές). — Ο πρωθυπουργός της Σοβιετικής Ενώσεως κ. Νικήτας Κρούστσεφ ανεχώρησε σήμερον διά Βουκουρέστιον, όπου θα έχη συνομιλίας με την ρουμανικήν ηγεσίαν. Παρατηρηταί θεωρούν ότι ο σοβιετικός ηγέτης θα μεταβή εν συνεχεία εις Ανατολικόν Βερολίνον, όπου θα παραστή εις τους εορτασμούς της γενεθλίου ημέρας του κ. Ουλμπριχτ, καθ' ον χρόνον ο πρόεδρος Κέννεντυ περιοδεύει εις την Δυτικήν Γερμανίαν. [929, 1346, 1039, 1480]
article-headline: ΔΥΟ ΟΥΓΓΡΟΙ ΕΖΗΤΗΣΑΝ ΑΣΥΛΟΝ ΕΙΣ ΔΑΝΙΑΝ [47, 1130, 195, 1156]
article-headline: ΕΜΟΝΟΓΡΑΦΗΘΗ Η ΣΥΜΦΩΝΙΑ ΣΥΝΔΕΣΕΩΣ ΤΗΣ ΤΟΥΡΚΙΑΣ ΜΕ ΤΗΝ Ε.Ο.Κ. [540, 696, 679, 744]
article-body: ΟΥΑΣΙΓΚΤΩΝ, 25. (Ασ. Πρέσ). — Ο υπεύθυνος της δολοφονίας του νέγρου ηγέτου συνελήφθη υπό της αστυνομίας, ανακοινοί το ομοσπονδιακόν γραφείον ερευνών. [43, 967, 200, 1009]
article-body: ΑΘΗΝΑΙ, 25. — Η κοινοβουλευτική ομάς της Ενώσεως Κέντρου συνήλθε χθες υπό την προεδρίαν του κ. Γ. Παπανδρέου και απεφάσισε παμψηφεί την καταψήφισιν της κυβερνήσεως. Ο κ. Σ. Βενιζέλος εξήγησε διατί προτίθεται να δώση ψήφον ανοχής, τονίσας ότι η ενότης του κόμματος παραμένει αρραγής. Κατόπιν μακράς συζητήσεως ο αρχηγός εζήτησε να διατυπωθή η απόφασις εις ανακοινωθέν. [929, 366, 1156, 600]
column-divider [689, 115, 690, 1955]
article-subhead: ΚΑΤΑΚΛΥΖΟΥΝ ΤΑ ΓΡΑΦΕΙΑ ΤΩΝ ΑΡΜΟΔΙΩΝ ΑΡΧΩΝ [1169, 168, 1304, 185]
article-body: ΟΥΑΣΙΓΚΤΩΝ, 25. (Ασ. Πρέσ). — Το συνέδριον του Δημοκρατικού κόμματος θα πραγματοποιηθή εν Ατλάντικ Σίτυ τον Αύγουστον. [533, 941, 685, 975]
article-body: Ως ανεκοινώθη, η κυβέρνησις μελετά την αντικατάστασιν των νομαρχών διά δικαστικών λειτουργών ενόψει των προσεχών εκλογών. Το θέμα θα εξετασθή εις το προσεχές υπουργικόν συμβούλιον, ενώ κύκλοι της αντιπολιτεύσεως χαρακτηρίζουν το μέτρον ως ανεπαρκές εγγύησιν. Αι δημοτικαί εκλογαί θα διεξαχθούν κατά τον Οκτώβριον. [1047, 725, 1156, 842]
article-signature: Ο. ΠΑΠΑΝΔΡΕΟΥ [949, 428, 1019, 437]
article-body: ΜΟΣΧΑ, 25. (Ασ. Πρές). — Ο πρωθυπουργός της Σοβιετικής Ενώσεως κ. Νικήτας Κρούστσεφ ανεχώρησε σήμερον διά Βουκουρέστιον, όπου θα έχη συνομιλίας με την ρουμανικήν ηγεσίαν. Παρατηρηταί θεωρούν ότι ο σοβιετικός ηγέτης θα μεταβή εν συνεχεία εις Ανατολικόν Βερολίνον, όπου θα παραστή εις τους εορτασμούς της γενεθλίου ημέρας του κ. Ουλμπριχτ, καθ' ον χρόνον ο πρόεδρος Κέννεντυ περιοδεύει εις την Δυτικήν Γερμανίαν. [695, 1430, 806, 1564]
article-body: ΛΟΝΔΙΝΟΝ, 25. (Ασ. Πρέσ). — Εις την ανάκρισιν της υποθέσεως του ιατρού Στήβεν Γουόρντ, απεκαλύφθη ότι μέλη της βασιλικής οικογενείας είχον ποζάρει δι' αυτόν. Ανακοινούται ότι ουδείς Αμερικανός ενέχεται εις την υπόθεσιν. [209, 538, 363, 589]
article-body: ΒΕΡΟΛΙΝΟΝ, 25. (Ρώυτερ). — Εις το Δυτικόν Βερολίνον επικρατεί ενθουσιασμός διά την επικειμένην άφιξιν του προέδρου Κέννεντυ. Αι αρχαί προετοιμάζουν λαμπράν υποδοχήν εις την πλατείαν του Δημαρχείου του Σένεμπεργκ. [1046, 1381, 1156, 1457]
article-headline: ΑΝΤΙΚΑΤΑΣΤΑΣΙΝ ΤΩΝ ΝΟΜΑΡΧΩΝ ΔΙΑ ΔΙΚΑΣΤΙΚΩΝ ΜΕΛΕΤΑΤΑΙ, ΩΣ ΑΝΕΚΟΙΝΩΘΗ, ΥΠΟ ΤΗΣ ΚΥΒΕΡΝΗΣΕΩΣ [714, 656, 1138, 724]
article-headline: ΕΠΟΙΖΑΡΕ ΠΡΑΓΜΑΤΙ ΠΡΟ ΤΟΥ ΚΑΘΗΓΗΤΟΥ ΓΟΥΟΡΝΤ Η ΒΑΣΙΛΙΚΗ ΟΙΚΟΓΕΝΕΙΑ ΤΗΣ ΜΕΓ. ΒΡΕΤΑΝΝΙΑΣ [213, 481, 520, 523]
article-body: Ως ανεκοινώθη, η κυβέρνησις μελετά την αντικατάστασιν των νομαρχών διά δικαστικών λειτουργών ενόψει των προσεχών εκλογών. Το θέμα θα εξετασθή εις το προσεχές υπουργικόν συμβούλιον, ενώ κύκλοι της αντιπολιτεύσεως χαρακτηρίζουν το μέτρον ως ανεπαρκές εγγύησιν. Αι δημοτικαί εκλογαί θα διεξαχθούν κατά τον Οκτώβριον. [931, 856, 1041, 973]
article-body: ΜΟΣΧΑ, 25. (Ασ. Πρές). — Ο πρωθυπουργός της Σοβιετικής Ενώσεως κ. Νικήτας Κρούστσεφ ανεχώρησε σήμερον διά Βουκουρέστιον, όπου θα έχη συνομιλίας με την ρουμανικήν ηγεσίαν. Παρατηρηταί θεωρούν ότι ο σοβιετικός ηγέτης θα μεταβή εν συνεχεία εις Ανατολικόν Βερολίνον, όπου θα παραστή εις τους εορτασμούς της γενεθλίου ημέρας του κ. Ουλμπριχτ, καθ' ον χρόνον ο πρόεδρος Κέννεντυ περιοδεύει εις την Δυτικήν Γερμανίαν. [812, 1397, 922, 1531]
article-headline: ΣΥΝΕΧΙΖΕΤΑΙ Η ΔΙΚΗ ΤΟΥ ΙΕΡΕΩΣ ΚΟΥΔΟΥΝΩΝ ΔΙΑ ΠΡΟΒΟΛΗΝ ΤΗΣ ΑΙΔΟΥΣ [45, 816, 197, 853]
article-headline: ΟΙ ΒΑΣΙΛΕΙΣ ΘΑ ΜΕΤΑΒΟΥΝ ΤΗΝ ΔΕΥΤΕΡΑΝ ΕΙΣ ΚΕΡΚΥΡΑΝ [44, 330, 198, 366]
article-body: ΠΑΡΙΣΙΟΙ, 25. (Ρώυτερ). — Το στρατοδικείον κατεδίκασε τους μετασχόντας εις την απόπειραν κατά του στρατηγού Ντε Γκωλ. [1166, 595, 1307, 629]
article-headline: ΕΒΥΘΙΣΘΗ ΓΕΡΜΑΝΙΚΟΝ ΑΛΙΕΥΤΙΚΟΝ ΕΓΓΥΣ ΤΗΣ ΓΡΟΙΛΑΝΔΙΑΣ [48, 117, 194, 154]
article-body: ΜΟΣΧΑ, 25. (Ασ. Πρές). — Ο πρωθυπουργός της Σοβιετικής Ενώσεως κ. Νικήτας Κρούστσεφ ανεχώρησε σήμερον διά Βουκουρέστιον, όπου θα έχη συνομιλίας με την ρουμανικήν ηγεσίαν. Παρατηρηταί θεωρούν ότι ο σοβιετικός ηγέτης θα μεταβή εν συνεχεία εις Ανατολικόν Βερολίνον, όπου θα παραστή εις τους εορτασμούς της γενεθλίου ημέρας του κ. Ουλμπριχτ, καθ' ον χρόνον ο πρόεδρος Κέννεντυ περιοδεύει εις την Δυτικήν Γερμανίαν. [812, 1293, 1039, 1628]
article-body: ΛΕΥΚΩΣΙΑ, 25. (Αθην. Πρακτ.). — Εις την διεθνή έκθεσιν της Κύπρου θα συμμετάσχουν και ελληνικαί βιομηχανίαι πλεκτών ειδών. Οι εκθέται θα παρουσιάσουν πλούσια δείγματα της παραγωγής των. [209, 698, 363, 748]
article-headline: ΑΜΕΡΙΚΑΝΙΚΑ ΕΛΙΚΟΠΤΕΡΑ ΕΙΣ ΝΟΤΙΟΝ ΒΙΕΤΝΑΜ [1183, 1017, 1290, 1054]
article-headline: Η ΕΛΛΗΝΙΚΗ ΒΙΟΜΗΧΑΝΙΑ ΔΙΑ ΠΛΕΚΤΩΝ ΔΕΙΓΜΑΤΩΝ ΘΑ ΑΝΤΙΠΡΟΣΩΠΕΥΘΗ ΕΙΣ ΤΗΝ ΕΚΘΕΣΙΝ ΤΗΣ ΚΥΠΡΟΥ [218, 653, 515, 696]
article-body: ΛΟΝΔΙΝΟΝ, 25. (Ασ. Πρέσ). — Εις την ανάκρισιν της υποθέσεως του ιατρού Στήβεν Γουόρντ, απεκαλύφθη ότι μέλη της βασιλικής οικογενείας είχον ποζάρει δι' αυτόν. Ανακοινούται ότι ουδείς Αμερικανός ενέχεται εις την υπόθεσιν. [370, 538, 523, 589]
article-body: ΑΘΗΝΑΙ, 25. — Η κοινοβουλευτική ομάς της Ενώσεως Κέντρου συνήλθε χθες υπό την προεδρίαν του κ. Γ. Παπανδρέου και απεφάσισε παμψηφεί την καταψήφισιν της κυβερνήσεως. Ο κ. Σ. Βενιζέλος εξήγησε διατί προτίθεται να δώση ψήφον ανοχής, τονίσας ότι η ενότης του κόμματος παραμένει αρραγής. Κατόπιν μακράς συζητήσεως ο αρχηγός εζήτησε να διατυπωθή η απόφασις εις ανακοινωθέν. [1046, 460, 1156, 586]
article-body: ΤΟΚΙΟ, 25. (Ρώυτερ). — Ο ραδιοφωνικός σταθμός του Πεκίνου ανεκοίνωσεν ότι ομάς εθνικιστών στρατιωτών παρεδόθη εις τους κομμουνιστάς. [533, 537, 685, 570]
article-body: Ο δήμαρχος κ. Ν. Ζάκκας εδέχθη χθες την επιτροπήν των καταστηματαρχών. — Η Ένωσις Ελλήνων Χημικών ανακοινοί ότι η γενική συνέλευσις θα γίνη την προσεχή Κυριακήν. — Αύριον θα λειτουργήσουν τα εφημερεύοντα φαρμακεία της πόλεως. [43, 1286, 200, 1336]
article-subhead: ΔΕΝ ΕΝΕΧΟΝΤΑΙ ΑΜΕΡΙΚΑΝΟΙ ΕΙΣ ΤΗΝ ΥΠΟΘΕΣΙΝ [231, 525, 502, 537]
article-body: ΑΛΓΕΡΙΟΝ, 25. (Ρώυτερ). — Αι αλγερινοί αρχαί ανεκοίνωσαν την σύλληψιν τεσσάρων προσώπων κατηγορουμένων διά συνωμοσίαν κατά της ασφαλείας του κράτους. [370, 1107, 523, 1150]
article-body: Ως ανεκοινώθη, η κυβέρνησις μελετά την αντικατάστασιν των νομαρχών διά δικαστικών λειτουργών ενόψει των προσεχών εκλογών. Το θέμα θα εξετασθή εις το προσεχές υπουργικόν συμβούλιον, ενώ κύκλοι της αντιπολιτεύσεως χαρακτηρίζουν το μέτρον ως ανεπαρκές εγγύησιν. Αι δημοτικαί εκλογαί θα διεξαχθούν κατά τον Οκτώβριον. [816, 725, 926, 842]
article-headline: ΓΕΡΜΑΝΟΣ ΣΤΡΑΤΗΓΟΣ ΔΙΟΙΚΗΤΗΣ ΤΗΣ ΕΝΙΑΙΑΣ ΑΜΥΝΗΣ ΤΟΥ ΝΑΤΟ [1166, 790, 1307, 839]
column-divider [528, 115, 529, 1955]
article-body: ΛΟΝΔΙΝΟΝ, 25. (Ασ. Πρέσ). — Εις την ανάκρισιν της υποθέσεως του ιατρού Στήβεν Γουόρντ, απεκαλύφθη ότι μέλη της βασιλικής οικογενείας είχον ποζάρει δι' αυτόν. Ανακοινούται ότι ουδείς Αμερικανός ενέχεται εις την υπόθεσιν. [370, 591, 523, 642]
article-subhead: Η ΑΜΕΡΙΚΑΝΙΚΗ ΓΕΡΟΥΣΙΑ [929, 1483, 1039, 1492]
article-headline: ΣΤΡΑΤΙΑΙ ΑΝΕΡΓΩΝ ΕΙΣ ΤΗΝ ΗΠΕΙΡΟΝ ΖΗΤΟΥΝ ΝΑ ΑΠΟΣΤΑΛΟΥΝ ΕΙΣ ΤΗΝ ΓΕΡΜΑΝΙΑΝ [1168, 117, 1305, 165]
article-body: ΓΚΟΝΤΧΑΑΜΠ, Γροιλανδία, 25. (Ασ. Πρέσ). — Δεκατρία μέλη του πληρώματος του γερμανικού αλιευτικού «Μάριους» επνίγησαν όταν το σκάφος εβυθίσθη εξ αιτίας θυελλώδους καιρού εις απόστασιν 1.000 περίπου μιλίων από τας ακτάς της Γροιλανδίας. Έτεροι τρεις ναύται διεσώθησαν υπό άλλου αλιευτικού το οποίον έσπευσεν εις βοήθειαν. [43, 246, 200, 322]
article-body: ΚΑΜΠΟΥΛ, 25. (Ασ. Πρέσ). — Τρία παιδιά ετραυματίσθησαν όταν ανεκάλυψαν και έπαιζαν με βλήμα το οποίον εξερράγη. [533, 1016, 685, 1041]
column-divider [204, 115, 205, 1955]
article-body: ΑΛΓΕΡΙΟΝ, 25. (Ρώυτερ). — Αι αλγερινοί αρχαί ανεκοίνωσαν την σύλληψιν τεσσάρων προσώπων κατηγορουμένων διά συνωμοσίαν κατά της ασφαλείας του κράτους. [209, 1107, 363, 1150]
article-body: ΜΟΣΧΑ, 25. (Ασ. Πρές). — Ο πρωθυπουργός της Σοβιετικής Ενώσεως κ. Νικήτας Κρούστσεφ ανεχώρησε σήμερον διά Βουκουρέστιον, όπου θα έχη συνομιλίας με την ρουμανικήν ηγεσίαν. Παρατηρηταί θεωρούν ότι ο σοβιετικός ηγέτης θα μεταβή εν συνεχεία εις Ανατολικόν Βερολίνον, όπου θα παραστή εις τους εορτασμούς της γενεθλίου ημέρας του κ. Ουλμπριχτ, καθ' ον χρόνον ο πρόεδρος Κέννεντυ περιοδεύει εις την Δυτικήν Γερμανίαν. [695, 1293, 922, 1625]
article-separator [533, 276, 685, 277]
article-subhead: Η ΡΟΥΜΑΝΙΑ ΑΓΝΟΕΙ [824, 1534, 911, 1543]
article-separator [209, 809, 523, 810]
article-body: ΜΕΛΒΟΥΡΝΗ, 25. (Ρώυτερ). — Ο πρόεδρος του Αυστραλιανού συμβουλίου ξηρών καρπών ανεκοίνωσεν ότι η συμφωνία μεταξύ Αυστραλίας, Ελλάδος, Τουρκίας και Ηνωμένων Πολιτειών ετέθη εις ισχύν. [533, 397, 685, 447]
article-body: ΜΟΣΧΑ, 25. (Τάς). — Ο Ρώσσος κοσμοναύτης και η πρώτη γυνή κοσμοναύτης ωμίλησαν ενώπιον εκατοντάδων δημοσιογράφων και περιέγραψαν την ζωήν εν τω διαστήματι, τας συνθήκας της πτήσεως και την επιστροφήν εις την Γην. [370, 974, 523, 1033]
article-headline: «ΚΑΤΑΣΚΟΠΟΙ ΕΙΡΗΝΗΣ» ΑΝΑΧΩΡΟΥΝ ΕΚ ΤΗΣ ΑΥΣΤΡΑΛΙΑΣ [1166, 1092, 1307, 1129]
article-body: ΜΟΣΧΑ, 25. (Ασ. Πρές). — Ο πρωθυπουργός της Σοβιετικής Ενώσεως κ. Νικήτας Κρούστσεφ ανεχώρησε σήμερον διά Βουκουρέστιον, όπου θα έχη συνομιλίας με την ρουμανικήν ηγεσίαν. Παρατηρηταί θεωρούν ότι ο σοβιετικός ηγέτης θα μεταβή εν συνεχεία εις Ανατολικόν Βερολίνον, όπου θα παραστή εις τους εορτασμούς της γενεθλίου ημέρας του κ. Ουλμπριχτ, καθ' ον χρόνον ο πρόεδρος Κέννεντυ περιοδεύει εις την Δυτικήν Γερμανίαν. [695, 1293, 806, 1427]
article-body: ΑΘΗΝΑΙ, 25. — Η κοινοβουλευτική ομάς της Ενώσεως Κέντρου συνήλθε χθες υπό την προεδρίαν του κ. Γ. Παπανδρέου και απεφάσισε παμψηφεί την καταψήφισιν της κυβερνήσεως. Ο κ. Σ. Βενιζέλος εξήγησε διατί προτίθεται να δώση ψήφον ανοχής, τονίσας ότι η ενότης του κόμματος παραμένει αρραγής. Κατόπιν μακράς συζητήσεως ο αρχηγός εζήτησε να διατυπωθή η απόφασις εις ανακοινωθέν. [929, 438, 1039, 563]
column-second [209, 115, 523, 1955]
article-body: ΛΟΝΔΙΝΟΝ, 25. (Ρώυτερ). — Ο αγγλικός τύπος εξακολουθεί να ασχολείται με τας διαδηλώσεις, τας οποίας προτίθενται να πραγματοποιήσουν οι ειρηνόφιλοι κατά την διάρκειαν της επισκέψεως των Βασιλέων της Ελλάδος εις την Μεγάλην Βρεττανίαν. Η επιτροπή των 100 ανεκοίνωσεν ότι αι εκδηλώσεις θα είναι ειρηνικαί. [209, 394, 363, 469]
article-body: ΚΕΡΚΥΡΑ, 25. — Την Δευτέραν αφικνείται εις την Κέρκυραν θαλασσίως προς παραθερισμόν η βασιλική οικογένεια. Ο διάδοχος και η μνηστή του θα ακολουθήσουν μετ' ολίγας ημέρας. Αι αρχαί της νήσου προετοιμάζουν την υποδοχήν των Βασιλέων. [43, 430, 200, 489]
article-body: ΣΑΪΓΚΟΝ, 25. (Ασ. Πρέσ). — Αμερικανικά ελικόπτερα μετέφεραν στρατεύματα εις περιοχάς δράσεως ανταρτών. [1166, 1056, 1307, 1090]
article-body: ΛΟΝΔΙΝΟΝ, 25. (Ρώυτερ). — Ο αγγλικός τύπος εξακολουθεί να ασχολείται με τας διαδηλώσεις, τας οποίας προτίθενται να πραγματοποιήσουν οι ειρηνόφιλοι κατά την διάρκειαν της επισκέψεως των Βασιλέων της Ελλάδος εις την Μεγάλην Βρεττανίαν. Η επιτροπή των 100 ανεκοίνωσεν ότι αι εκδηλώσεις θα είναι ειρηνικαί. [370, 316, 523, 392]
article-headline: Ο Κ. ΒΕΝΙΖΕΛΟΣ ΕΞΗΓΗΣΕ ΔΙΑΤΙ ΑΠΕΦΑΣΙΣΕ ΝΑ ΔΩΣΗ ΣΥΜΒΟΛΙΚΗΝ ΨΗΦΟΝ ΑΝΟΧΗΣ [735, 297, 1116, 364]
article-body: ΤΟΚΙΟ, 25. (Ρώυτερ). — Περί τους 200.000 διαδηλωτάς διεμαρτυρήθησαν κατά της επισκέψεως αμερικανικών ατομικών υποβρυχίων εις ιαπωνικούς λιμένας. [533, 858, 685, 901]
article-body: ΜΟΣΧΑ, 25. (Τάς). — Ο Ρώσσος κοσμοναύτης και η πρώτη γυνή κοσμοναύτης ωμίλησαν ενώπιον εκατοντάδων δημοσιογράφων και περιέγραψαν την ζωήν εν τω διαστήματι, τας συνθήκας της πτήσεως και την επιστροφήν εις την Γην. [209, 884, 363, 943]
masthead-rule [41, 108, 1308, 110]
